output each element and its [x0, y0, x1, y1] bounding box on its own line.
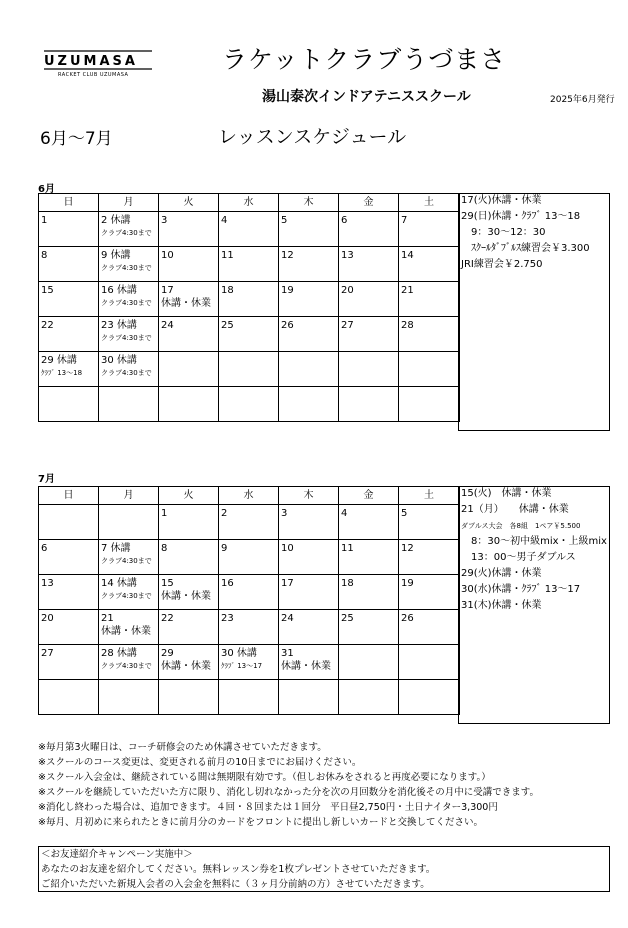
day-number	[99, 505, 158, 507]
calendar-day-cell	[39, 212, 99, 247]
calendar-day-cell	[219, 212, 279, 247]
calendar-week-row	[39, 540, 460, 575]
day-number: 8	[161, 543, 168, 554]
campaign-line: ＜お友達紹介キャンペーン実施中＞	[41, 849, 193, 860]
day-number: 9 休講	[101, 250, 131, 261]
calendar-day-cell	[279, 352, 339, 387]
side-note: 29(日)休講・ｸﾗﾌﾞ 13～18	[461, 211, 581, 222]
calendar-day-cell	[159, 505, 219, 540]
day-number: 22	[41, 320, 54, 331]
day-number	[39, 680, 98, 682]
school-name: 湯山泰次インドアテニススクール	[262, 89, 471, 105]
day-number	[279, 680, 338, 682]
day-number: 11	[221, 250, 234, 261]
weekday-header: 火	[159, 487, 219, 505]
side-note: ｽｸｰﾙﾀﾞﾌﾞﾙｽ練習会￥3.300	[461, 243, 590, 254]
calendar-day-cell	[39, 575, 99, 610]
day-closure-note: 休講・休業	[281, 661, 331, 672]
side-note: 9：30～12：30	[461, 227, 546, 238]
day-number: 2 休講	[101, 215, 131, 226]
calendar-day-cell	[219, 352, 279, 387]
weekday-header: 火	[159, 194, 219, 212]
calendar-day-cell	[279, 317, 339, 352]
calendar-day-cell	[339, 212, 399, 247]
july-calendar	[38, 486, 460, 715]
calendar-day-cell	[219, 680, 279, 715]
calendar-day-cell	[159, 317, 219, 352]
day-number	[339, 680, 398, 682]
day-number: 10	[281, 543, 294, 554]
day-number: 23 休講	[101, 320, 137, 331]
day-number	[39, 505, 98, 507]
calendar-week-row	[39, 317, 460, 352]
calendar-day-cell	[399, 645, 460, 680]
calendar-day-cell	[99, 540, 159, 575]
day-club-hours: クラブ4:30まで	[101, 369, 152, 377]
calendar-day-cell	[279, 212, 339, 247]
day-club-hours: クラブ4:30まで	[101, 229, 152, 237]
day-number	[159, 387, 218, 389]
day-number: 3	[281, 508, 288, 519]
calendar-day-cell	[279, 680, 339, 715]
day-number: 27	[341, 320, 354, 331]
side-note: ダブルス大会 各8組 1ペア￥5.500	[461, 522, 581, 530]
calendar-day-cell	[99, 505, 159, 540]
day-club-hours: クラブ4:30まで	[101, 557, 152, 565]
calendar-day-cell	[279, 247, 339, 282]
calendar-day-cell	[39, 282, 99, 317]
calendar-day-cell	[39, 645, 99, 680]
campaign-line: ご紹介いただいた新規入会者の入会金を無料に（３ヶ月分前納の方）させていただきます。	[41, 879, 430, 890]
june-calendar	[38, 193, 460, 422]
day-number: 5	[281, 215, 288, 226]
calendar-day-cell	[99, 387, 159, 422]
day-number	[99, 680, 158, 682]
calendar-day-cell	[159, 680, 219, 715]
day-number: 15	[161, 578, 174, 589]
side-note: 31(木)休講・休業	[461, 600, 542, 611]
weekday-header: 月	[99, 487, 159, 505]
schedule-title: レッスンスケジュール	[218, 126, 407, 148]
side-note: 30(水)休講・ｸﾗﾌﾞ 13～17	[461, 584, 581, 595]
calendar-day-cell	[339, 575, 399, 610]
day-number: 20	[41, 613, 54, 624]
day-number: 18	[221, 285, 234, 296]
side-note: 17(火)休講・休業	[461, 195, 542, 206]
day-number: 1	[161, 508, 168, 519]
day-number: 26	[281, 320, 294, 331]
calendar-week-row	[39, 575, 460, 610]
calendar-day-cell	[99, 575, 159, 610]
day-club-hours: クラブ4:30まで	[101, 334, 152, 342]
day-number: 13	[341, 250, 354, 261]
day-number: 23	[221, 613, 234, 624]
day-club-hours: ｸﾗﾌﾞ 13～17	[221, 662, 263, 670]
day-number: 7	[401, 215, 408, 226]
calendar-day-cell	[219, 645, 279, 680]
day-number: 18	[341, 578, 354, 589]
calendar-day-cell	[339, 680, 399, 715]
day-number	[39, 387, 98, 389]
calendar-week-row	[39, 680, 460, 715]
calendar-day-cell	[399, 505, 460, 540]
calendar-day-cell	[159, 610, 219, 645]
weekday-header: 日	[39, 487, 99, 505]
day-number: 12	[401, 543, 414, 554]
day-number: 26	[401, 613, 414, 624]
calendar-day-cell	[339, 317, 399, 352]
calendar-day-cell	[279, 645, 339, 680]
day-number: 6	[341, 215, 348, 226]
calendar-day-cell	[99, 680, 159, 715]
day-number: 17	[281, 578, 294, 589]
day-club-hours: クラブ4:30まで	[101, 264, 152, 272]
day-number: 30 休講	[101, 355, 137, 366]
day-number: 29	[161, 648, 174, 659]
side-note: 13：00～男子ダブルス	[461, 552, 576, 563]
calendar-day-cell	[279, 540, 339, 575]
calendar-day-cell	[279, 282, 339, 317]
calendar-day-cell	[99, 645, 159, 680]
weekday-header: 木	[279, 487, 339, 505]
note-line: ※スクール入会金は、継続されている間は無期限有効です。（但しお休みをされると再度必要になります。）	[38, 772, 491, 783]
weekday-header: 水	[219, 487, 279, 505]
side-note: 29(火)休講・休業	[461, 568, 542, 579]
side-note: 8：30～初中級mix・上級mix	[461, 536, 607, 547]
calendar-day-cell	[399, 212, 460, 247]
calendar-day-cell	[39, 352, 99, 387]
note-line: ※毎月、月初めに来られたときに前月分のカードをフロントに提出し新しいカードと交換してください。	[38, 817, 483, 828]
day-number: 9	[221, 543, 228, 554]
note-line: ※消化し終わった場合は、追加できます。４回・８回または１回分 平日昼2,750円・土日ナイター3,300円	[38, 802, 498, 813]
day-number: 25	[341, 613, 354, 624]
day-number: 4	[341, 508, 348, 519]
weekday-header: 木	[279, 194, 339, 212]
calendar-day-cell	[399, 387, 460, 422]
day-number: 25	[221, 320, 234, 331]
day-number: 5	[401, 508, 408, 519]
day-number: 31	[281, 648, 294, 659]
calendar-day-cell	[399, 680, 460, 715]
day-number	[159, 352, 218, 354]
notes-list	[38, 740, 539, 830]
calendar-day-cell	[219, 317, 279, 352]
day-number: 17	[161, 285, 174, 296]
calendar-day-cell	[39, 610, 99, 645]
day-number: 12	[281, 250, 294, 261]
day-number: 21	[401, 285, 414, 296]
day-number: 10	[161, 250, 174, 261]
day-number	[399, 352, 459, 354]
day-closure-note: 休講・休業	[101, 626, 151, 637]
calendar-day-cell	[219, 387, 279, 422]
calendar-day-cell	[399, 317, 460, 352]
day-closure-note: 休講・休業	[161, 298, 211, 309]
note-line: ※スクールを継続していただいた方に限り、消化し切れなかった分を次の月回数分を消化後その月中に受講できます。	[38, 787, 540, 798]
day-number	[219, 387, 278, 389]
day-number: 27	[41, 648, 54, 659]
calendar-day-cell	[219, 540, 279, 575]
day-number: 20	[341, 285, 354, 296]
calendar-day-cell	[399, 247, 460, 282]
calendar-day-cell	[339, 247, 399, 282]
calendar-day-cell	[159, 282, 219, 317]
calendar-day-cell	[399, 540, 460, 575]
calendar-day-cell	[99, 212, 159, 247]
day-number: 24	[161, 320, 174, 331]
calendar-day-cell	[159, 352, 219, 387]
calendar-day-cell	[39, 540, 99, 575]
issue-date: 2025年6月発行	[550, 95, 615, 105]
calendar-day-cell	[159, 212, 219, 247]
calendar-day-cell	[99, 352, 159, 387]
day-number: 4	[221, 215, 228, 226]
day-number: 19	[281, 285, 294, 296]
logo-subtitle: RACKET CLUB UZUMASA	[58, 72, 129, 78]
calendar-day-cell	[159, 247, 219, 282]
calendar-day-cell	[159, 387, 219, 422]
calendar-day-cell	[399, 352, 460, 387]
calendar-day-cell	[99, 317, 159, 352]
june-notes-panel	[458, 193, 610, 431]
day-number: 8	[41, 250, 48, 261]
weekday-header: 金	[339, 194, 399, 212]
side-note: JRⅠ練習会￥2.750	[461, 259, 543, 270]
campaign-line: あなたのお友達を紹介してください。無料レッスン券を1枚プレゼントさせていただきます。	[41, 864, 436, 875]
calendar-day-cell	[399, 610, 460, 645]
page-title: ラケットクラブうづまさ	[222, 45, 507, 74]
day-number	[399, 645, 459, 647]
calendar-week-row	[39, 387, 460, 422]
day-club-hours: クラブ4:30まで	[101, 592, 152, 600]
calendar-day-cell	[219, 575, 279, 610]
day-number	[339, 352, 398, 354]
calendar-week-row	[39, 610, 460, 645]
calendar-day-cell	[219, 282, 279, 317]
calendar-day-cell	[279, 505, 339, 540]
calendar-week-row	[39, 352, 460, 387]
day-number	[399, 680, 459, 682]
day-number: 21	[101, 613, 114, 624]
calendar-day-cell	[159, 540, 219, 575]
day-number	[99, 387, 158, 389]
day-number: 28	[401, 320, 414, 331]
weekday-header: 金	[339, 487, 399, 505]
calendar-day-cell	[159, 575, 219, 610]
day-number: 29 休講	[41, 355, 77, 366]
note-line: ※スクールのコース変更は、変更される前月の10日までにお届けください。	[38, 757, 362, 768]
calendar-day-cell	[39, 505, 99, 540]
day-number: 13	[41, 578, 54, 589]
calendar-day-cell	[339, 505, 399, 540]
calendar-day-cell	[159, 645, 219, 680]
weekday-header: 土	[399, 487, 460, 505]
calendar-day-cell	[339, 540, 399, 575]
weekday-header: 水	[219, 194, 279, 212]
day-number: 1	[41, 215, 48, 226]
day-number	[279, 352, 338, 354]
calendar-day-cell	[99, 610, 159, 645]
weekday-header: 月	[99, 194, 159, 212]
calendar-day-cell	[399, 282, 460, 317]
day-number: 28 休講	[101, 648, 137, 659]
calendar-day-cell	[339, 387, 399, 422]
day-number: 14	[401, 250, 414, 261]
calendar-day-cell	[219, 505, 279, 540]
calendar-day-cell	[339, 610, 399, 645]
day-number	[279, 387, 338, 389]
day-number	[339, 645, 398, 647]
calendar-day-cell	[39, 247, 99, 282]
day-number	[339, 387, 398, 389]
day-number: 24	[281, 613, 294, 624]
calendar-day-cell	[339, 352, 399, 387]
day-number: 30 休講	[221, 648, 257, 659]
day-number	[219, 680, 278, 682]
day-number: 22	[161, 613, 174, 624]
july-notes-panel	[458, 486, 610, 724]
day-number: 7 休講	[101, 543, 131, 554]
calendar-day-cell	[279, 387, 339, 422]
calendar-day-cell	[99, 247, 159, 282]
day-number: 3	[161, 215, 168, 226]
day-number: 19	[401, 578, 414, 589]
june-label: 6月	[38, 184, 55, 195]
logo: UZUMASA	[44, 54, 138, 69]
day-closure-note: 休講・休業	[161, 591, 211, 602]
day-number: 6	[41, 543, 48, 554]
day-number: 16	[221, 578, 234, 589]
calendar-day-cell	[339, 282, 399, 317]
calendar-day-cell	[39, 680, 99, 715]
day-club-hours: ｸﾗﾌﾞ 13～18	[41, 369, 83, 377]
day-number: 11	[341, 543, 354, 554]
day-number: 14 休講	[101, 578, 137, 589]
calendar-week-row	[39, 212, 460, 247]
weekday-header: 日	[39, 194, 99, 212]
weekday-header: 土	[399, 194, 460, 212]
day-number	[399, 387, 459, 389]
calendar-day-cell	[219, 610, 279, 645]
day-closure-note: 休講・休業	[161, 661, 211, 672]
campaign-box	[38, 846, 610, 892]
calendar-day-cell	[99, 282, 159, 317]
calendar-day-cell	[279, 575, 339, 610]
side-note: 21（月） 休講・休業	[461, 504, 569, 515]
calendar-week-row	[39, 645, 460, 680]
day-number	[219, 352, 278, 354]
calendar-day-cell	[39, 317, 99, 352]
day-number: 16 休講	[101, 285, 137, 296]
calendar-day-cell	[399, 575, 460, 610]
calendar-day-cell	[279, 610, 339, 645]
day-number	[159, 680, 218, 682]
day-club-hours: クラブ4:30まで	[101, 662, 152, 670]
calendar-week-row	[39, 282, 460, 317]
july-label: 7月	[38, 474, 55, 485]
calendar-week-row	[39, 247, 460, 282]
note-line: ※毎月第3火曜日は、コーチ研修会のため休講させていただきます。	[38, 742, 327, 753]
calendar-week-row	[39, 505, 460, 540]
side-note: 15(火) 休講・休業	[461, 488, 552, 499]
calendar-day-cell	[219, 247, 279, 282]
day-number: 2	[221, 508, 228, 519]
schedule-period: 6月～7月	[40, 129, 113, 149]
calendar-day-cell	[339, 645, 399, 680]
calendar-day-cell	[39, 387, 99, 422]
day-number: 15	[41, 285, 54, 296]
day-club-hours: クラブ4:30まで	[101, 299, 152, 307]
